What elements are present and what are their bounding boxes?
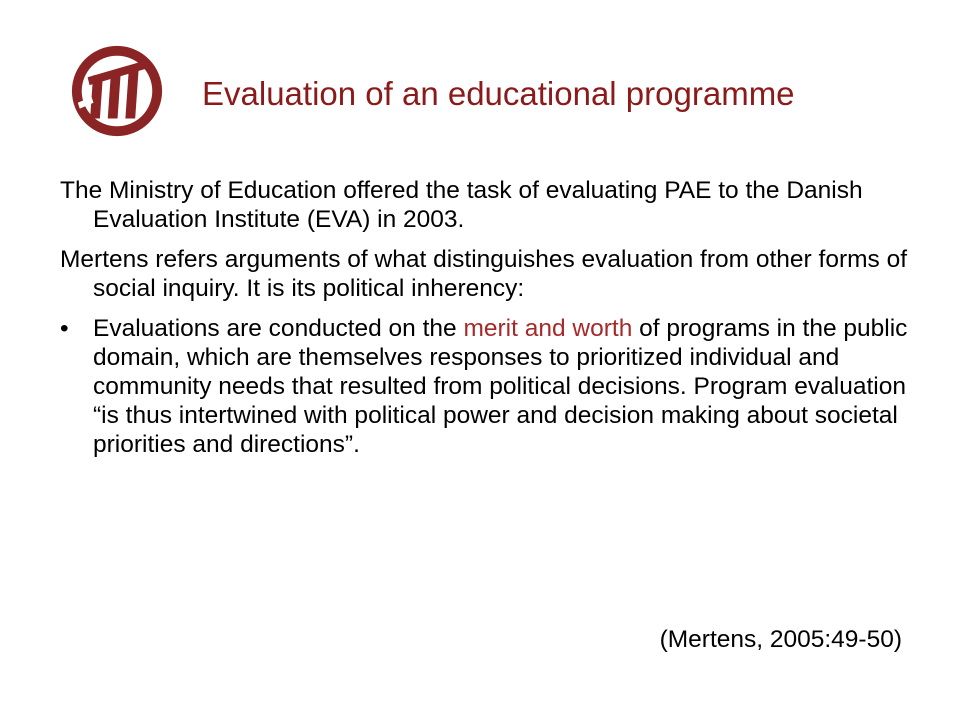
bullet-text-before: Evaluations are conducted on the	[93, 315, 464, 342]
slide-body	[60, 176, 910, 459]
bullet-text-after: of programs in the public domain, which are themselves responses to prioritized individual and community needs that resulted from political decisions. Program evaluation “is thus intertwined with political power and decision making about societal priorities and directions”.	[93, 315, 908, 458]
citation: (Mertens, 2005:49-50)	[659, 626, 902, 653]
paragraph-mertens: Mertens refers arguments of what distinguishes evaluation from other forms of social inquiry. It is its political inherency:	[60, 246, 907, 302]
paragraph-ministry: The Ministry of Education offered the task of evaluating PAE to the Danish Evaluation Institute (EVA) in 2003.	[60, 177, 863, 233]
university-logo-icon	[68, 42, 166, 140]
bullet-highlight: merit and worth	[463, 315, 633, 342]
bullet-item	[60, 314, 910, 459]
slide-title: Evaluation of an educational programme	[202, 75, 795, 112]
bullet-icon: •	[60, 315, 69, 342]
